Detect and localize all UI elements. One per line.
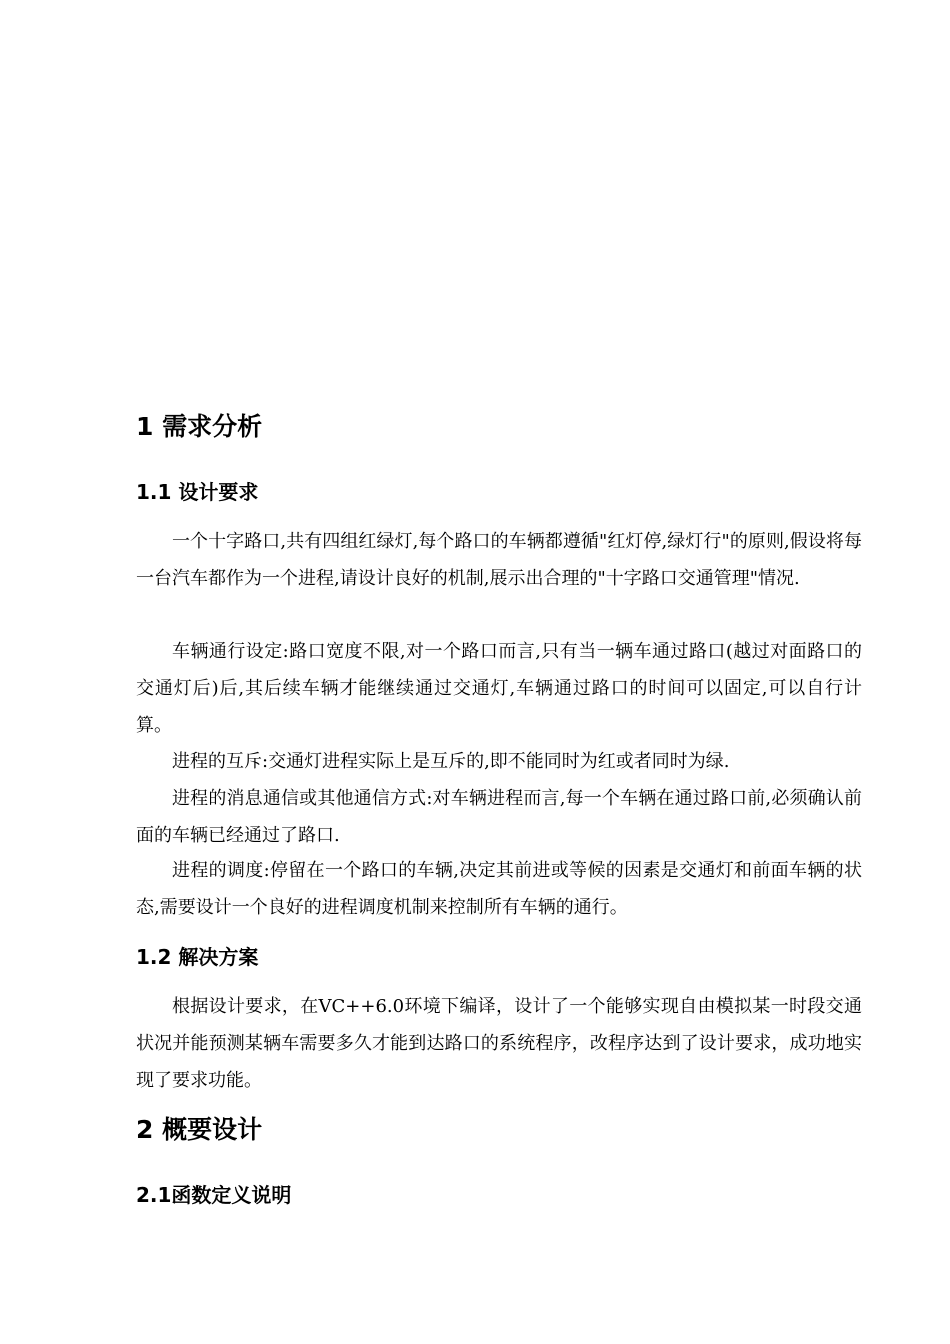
section-1-heading: 1 需求分析 [136,412,263,441]
paragraph-solution: 根据设计要求，在VC++6.0环境下编译，设计了一个能够实现自由模拟某一时段交通状况并能预测某辆车需要多久才能到达路口的系统程序，改程序达到了设计要求，成功地实现了要求功能。 [136,996,862,1091]
section-2-heading: 2 概要设计 [136,1115,263,1144]
paragraph-process-scheduling: 进程的调度:停留在一个路口的车辆,决定其前进或等候的因素是交通灯和前面车辆的状态,需要设计一个良好的进程调度机制来控制所有车辆的通行。 [136,860,862,918]
paragraph-design-requirement: 一个十字路口,共有四组红绿灯,每个路口的车辆都遵循"红灯停,绿灯行"的原则,假设将每一台汽车都作为一个进程,请设计良好的机制,展示出合理的"十字路口交通管理"情况. [136,531,862,589]
section-1-1-heading: 1.1 设计要求 [136,480,259,504]
paragraph-vehicle-passing: 车辆通行设定:路口宽度不限,对一个路口而言,只有当一辆车通过路口(越过对面路口的交通灯后)后,其后续车辆才能继续通过交通灯,车辆通过路口的时间可以固定,可以自行计算。 [136,641,862,736]
paragraph-message-communication: 进程的消息通信或其他通信方式:对车辆进程而言,每一个车辆在通过路口前,必须确认前面的车辆已经通过了路口. [136,788,862,846]
paragraph-mutual-exclusion: 进程的互斥:交通灯进程实际上是互斥的,即不能同时为红或者同时为绿. [172,751,730,772]
section-1-2-heading: 1.2 解决方案 [136,945,259,969]
section-2-1-heading: 2.1函数定义说明 [136,1183,292,1207]
